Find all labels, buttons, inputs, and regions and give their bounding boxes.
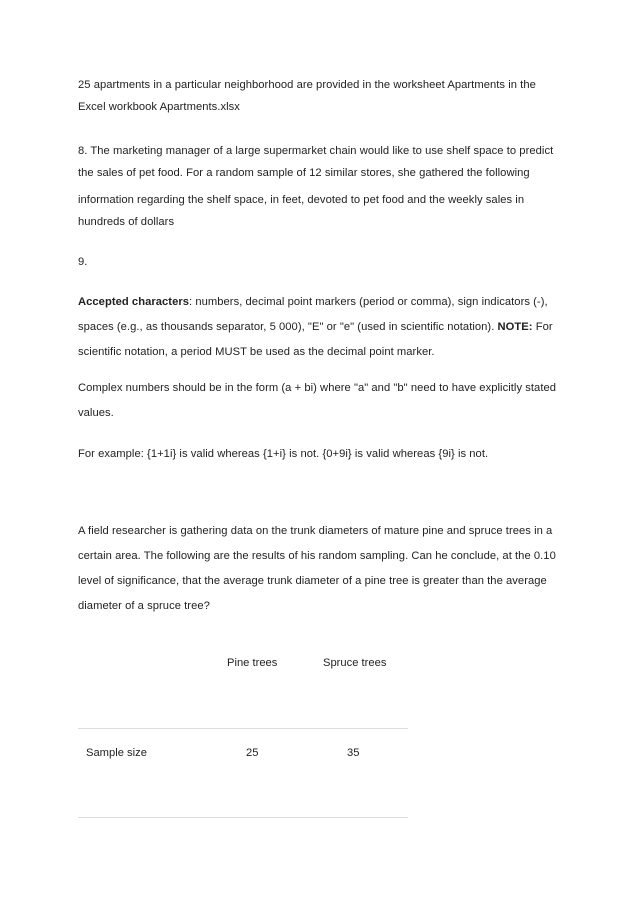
- paragraph-complex-line2: values.: [78, 407, 114, 419]
- row-label-sample-size: Sample size: [86, 747, 147, 759]
- paragraph-accepted-line2: [78, 320, 578, 334]
- paragraph-researcher-line2: certain area. The following are the results of his random sampling. Can he conclude, at the 0.10: [78, 550, 556, 562]
- paragraph-q9: 9.: [78, 256, 88, 268]
- table-divider-bottom: [78, 817, 408, 818]
- paragraph-example: For example: {1+1i} is valid whereas {1+i} is not. {0+9i} is valid whereas {9i} is not.: [78, 448, 489, 460]
- note-label: NOTE:: [497, 321, 533, 333]
- paragraph-researcher-line3: level of significance, that the average trunk diameter of a pine tree is greater than the average: [78, 575, 547, 587]
- paragraph-complex-line1: Complex numbers should be in the form (a + bi) where "a" and "b" need to have explicitly stated: [78, 382, 557, 394]
- paragraph-researcher-line1: A field researcher is gathering data on the trunk diameters of mature pine and spruce trees in a: [78, 525, 553, 537]
- paragraph-q8-line3: information regarding the shelf space, in feet, devoted to pet food and the weekly sales in: [78, 194, 525, 206]
- column-header-spruce: Spruce trees: [323, 657, 387, 669]
- accepted-characters-text: : numbers, decimal point markers (period or comma), sign indicators (-),: [189, 296, 548, 308]
- paragraph-q8-line1: 8. The marketing manager of a large supermarket chain would like to use shelf space to predict: [78, 145, 554, 157]
- paragraph-apartments-line1: 25 apartments in a particular neighborhood are provided in the worksheet Apartments in the: [78, 79, 536, 91]
- paragraph-researcher-line4: diameter of a spruce tree?: [78, 600, 210, 612]
- column-header-pine: Pine trees: [227, 657, 278, 669]
- paragraph-accepted-line3: scientific notation, a period MUST be used as the decimal point marker.: [78, 346, 435, 358]
- paragraph-q8-line4: hundreds of dollars: [78, 216, 175, 228]
- spruce-sample-size-value: 35: [347, 747, 360, 759]
- paragraph-q8-line2: the sales of pet food. For a random sample of 12 similar stores, she gathered the following: [78, 167, 530, 179]
- accepted-line2-text: spaces (e.g., as thousands separator, 5 000), "E" or "e" (used in scientific notation).: [78, 321, 498, 333]
- table-divider-top: [78, 728, 408, 729]
- pine-sample-size-value: 25: [246, 747, 259, 759]
- paragraph-apartments-line2: Excel workbook Apartments.xlsx: [78, 101, 240, 113]
- paragraph-accepted-line1: [78, 295, 578, 309]
- accepted-line2-end: For: [532, 321, 553, 333]
- accepted-characters-label: Accepted characters: [78, 296, 190, 308]
